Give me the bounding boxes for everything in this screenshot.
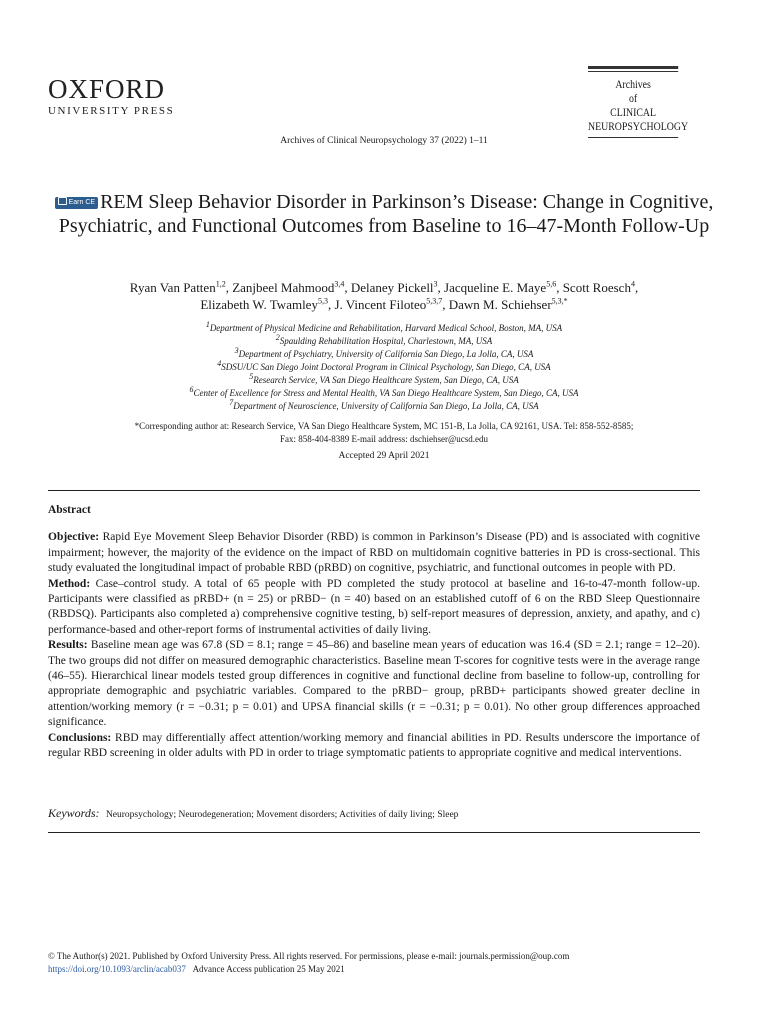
author: Zanjbeel Mahmood$^{3,4}$, <box>232 279 351 295</box>
accepted-date: Accepted 29 April 2021 <box>338 451 430 461</box>
affiliation: $^6$Center of Excellence for Stress and Mental Health, VA San Diego Healthcare System, San Diego, CA, USA <box>189 385 579 398</box>
advance-access: Advance Access publication 25 May 2021 <box>192 964 345 974</box>
affiliation: $^3$Department of Psychiatry, University of California San Diego, La Jolla, CA, USA <box>234 346 534 359</box>
author-list <box>40 279 728 313</box>
abstract-results: Results: Baseline mean age was 67.8 (SD = 8.1; range = 45–86) and baseline mean years of education was 16.4 (SD = 2.1; range = 12–20). The two groups did not differ on measured demographic characteristics. Baseline mean T-scores for cognitive tests were in the average range (46–55). Hierarchical linear models tested group differences in cognitive and functional decline from baseline to follow-up, controlling for appropriate demographic and psychiatric variables. Compared to the pRBD− group, pRBD+ participants showed greater decline in attention/working memory (r = −0.31; p = 0.01) and UPSA financial skills (r = −0.31; p = 0.01). No other group differences approached significance. <box>48 639 701 729</box>
journal-logo-line: NEUROPSYCHOLOGY <box>588 119 689 133</box>
affiliation-list <box>40 322 728 413</box>
article-title <box>40 190 728 238</box>
abstract-objective: Objective: Rapid Eye Movement Sleep Behavior Disorder (RBD) is common in Parkinson’s Disease (PD) and is associated with cognitive impairment; however, the majority of the evidence on the impact of RBD on multidomain cognitive batteries in PD is cross-sectional. This study evaluated the longitudinal impact of probable RBD (pRBD) on cognitive, psychiatric, and functional outcomes in people with PD. <box>48 531 700 575</box>
affiliation: $^1$Department of Physical Medicine and Rehabilitation, Harvard Medical School, Boston, MA, USA <box>205 320 563 333</box>
author: Elizabeth W. Twamley$^{5,3}$, <box>200 296 335 312</box>
book-icon <box>58 197 67 205</box>
author: Ryan Van Patten$^{1,2}$, <box>129 279 233 295</box>
divider <box>48 832 700 833</box>
footer <box>48 950 569 976</box>
doi-link[interactable]: https://doi.org/10.1093/arclin/acab037 <box>48 964 186 974</box>
author: Dawn M. Schiehser$^{5,3,*}$ <box>448 296 568 312</box>
corresponding-author: *Corresponding author at: Research Service, VA San Diego Healthcare System, MC 151-B, La Jolla, CA 92161, USA. Tel: 858-552-8585; Fax: 858-404-8389 E-mail address: dschiehser@ucsd.edu <box>134 421 634 444</box>
title-text: REM Sleep Behavior Disorder in Parkinson’s Disease: Change in Cognitive, Psychiatric, and Functional Outcomes from Baseline to 16–47-Month Follow-Up <box>58 191 714 237</box>
journal-logo-line: Archives <box>615 77 651 91</box>
badge-label: Earn CE <box>68 199 96 206</box>
affiliation: $^7$Department of Neuroscience, University of California San Diego, La Jolla, CA, USA <box>229 398 539 411</box>
journal-citation: Archives of Clinical Neuropsychology 37 (2022) 1–11 <box>280 136 488 146</box>
abstract-conclusions: Conclusions: RBD may differentially affect attention/working memory and financial abilities in PD. Results underscore the importance of regular RBD screening in older adults with PD in order to triage symptomatic patients to appropriate cognitive and medical interventions. <box>48 731 700 760</box>
keywords-label: Keywords: <box>48 806 100 820</box>
journal-logo-line: CLINICAL <box>610 105 657 119</box>
journal-logo <box>588 66 689 138</box>
divider <box>48 490 700 491</box>
author: Scott Roesch$^4$, <box>562 279 639 295</box>
earn-ce-badge[interactable] <box>55 197 98 209</box>
publisher-subtitle: UNIVERSITY PRESS <box>48 105 175 117</box>
affiliation: $^5$Research Service, VA San Diego Healthcare System, San Diego, CA, USA <box>249 372 519 385</box>
affiliation: $^2$Spaulding Rehabilitation Hospital, Charlestown, MA, USA <box>275 333 493 346</box>
author: Jacqueline E. Maye$^{5,6}$, <box>444 279 563 295</box>
affiliation: $^4$SDSU/UC San Diego Joint Doctoral Program in Clinical Psychology, San Diego, CA, USA <box>217 359 551 372</box>
author: J. Vincent Filoteo$^{5,3,7}$, <box>334 296 449 312</box>
keywords <box>48 806 458 821</box>
publisher-name: OXFORD <box>48 74 166 104</box>
author: Delaney Pickell$^3$, <box>350 279 445 295</box>
abstract-method: Method: Case–control study. A total of 65 people with PD completed the study protocol at baseline and 16-to-47-month follow-up. Participants were classified as pRBD+ (n = 25) or pRBD− (n = 40) based on an established cutoff of 6 on the RBD Sleep Questionnaire (RBDSQ). Participants also completed a) comprehensive cognitive testing, b) self-report measures of depression, anxiety, and apathy, and c) performance-based and other-report forms of instrumental activities of daily living. <box>48 577 700 636</box>
abstract-heading: Abstract <box>48 504 91 516</box>
keywords-text: Neuropsychology; Neurodegeneration; Movement disorders; Activities of daily living; Sleep <box>105 810 459 820</box>
publisher-logo <box>48 76 174 117</box>
journal-logo-line: of <box>629 91 638 105</box>
abstract <box>48 503 700 762</box>
copyright: © The Author(s) 2021. Published by Oxford University Press. All rights reserved. For permissions, please e-mail: journals.permission@oup.com <box>48 951 570 961</box>
